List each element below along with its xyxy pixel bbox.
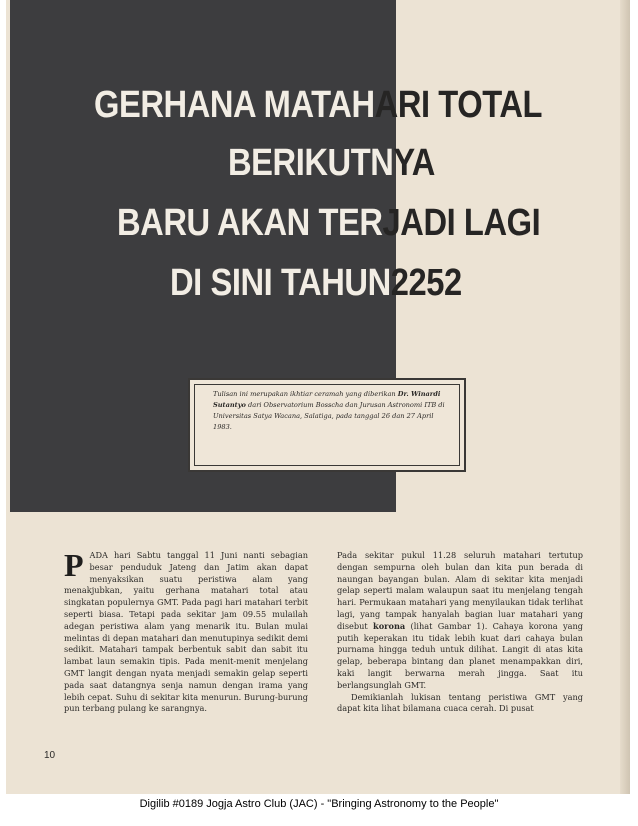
intro-text-part-1: Tulisan ini merupakan ikhtiar ceramah yang diberikan xyxy=(213,390,398,398)
right-paragraph-1-part-c: (lihat Gambar 1). Cahaya korona yang putih keperakan itu tidak lebih kuat dari cahaya bulan purnama hingga teduh untuk dilihat. Langit di atas kita gelap, beberapa bintang dan planet menampakkan diri, kaki langit berwarna merah jingga. Saat itu berlangsunglah GMT. xyxy=(337,620,583,690)
headline-line-2-dark-part: BERIKUTN xyxy=(228,142,394,184)
intro-box-inner-frame xyxy=(194,384,460,466)
intro-speaker-name: Dr. Winardi Sutantyo xyxy=(213,390,441,409)
page-number: 10 xyxy=(44,750,56,761)
right-column-paragraph-1 xyxy=(337,550,583,692)
drop-cap: P xyxy=(64,547,84,583)
korona-term: korona xyxy=(373,620,406,631)
headline-line-1-dark-part: GERHANA MATAH xyxy=(94,84,375,126)
headline-line-3-light-part: JADI LAGI xyxy=(382,202,541,244)
article-column-right xyxy=(337,550,583,715)
headline-line-1-light-part: ARI TOTAL xyxy=(374,84,543,126)
headline-line-4-light-part: 2252 xyxy=(390,262,462,304)
left-column-paragraph: ADA hari Sabtu tanggal 11 Juni nanti sebagian besar penduduk Jateng dan Jatim akan dapat menyaksikan suatu peristiwa alam yang menakjubkan, yaitu gerhana matahari total atau singkatan populernya GMT. Pada pagi hari matahari terbit seperti biasa. Tetapi pada sekitar jam 09.55 mulailah adegan peristiwa alam yang menarik itu. Bulan mulai melintas di depan matahari dan menutupinya sedikit demi sedikit. Matahari tampak berbentuk sabit dan sabit itu lambat laun semakin tipis. Pada menit-menit menjelang GMT langit dengan nyata menjadi semakin gelap seperti pada saat datangnya senja namun dengan irama yang lebih cepat. Suhu di sekitar kita menurun. Burung-burung pun terbang pulang ke sarangnya. xyxy=(64,550,308,714)
headline-line-1 xyxy=(94,84,630,127)
magazine-page-scan xyxy=(6,0,630,794)
right-column-paragraph-2: Demikianlah lukisan tentang peristiwa GMT yang dapat kita lihat bilamana cuaca cerah. Di pusat xyxy=(337,691,583,714)
intro-box xyxy=(188,378,466,472)
right-paragraph-1-part-a: Pada sekitar pukul 11.28 seluruh matahari tertutup dengan sempurna oleh bulan dan kita pun berada di naungan bayangan bulan. Alam di sekitar kita menjadi gelap seperti malam walaupun saat itu menjelang tengah hari. Permukaan matahari yang menyilaukan tidak terlihat lagi, yang tampak hanyalah bagian luar matahari yang disebut xyxy=(337,550,583,631)
article-column-left xyxy=(64,547,308,715)
headline-line-3-dark-part: BARU AKAN TER xyxy=(117,202,383,244)
intro-text xyxy=(213,389,451,433)
headline-line-2 xyxy=(228,142,630,185)
headline-line-4 xyxy=(170,262,630,305)
intro-text-part-2: dari Observatorium Bosscha dan Jurusan Astronomi ITB di Universitas Satya Wacana, Salatiga, pada tanggal 26 dan 27 April 1983. xyxy=(213,401,445,431)
digilib-footer: Digilib #0189 Jogja Astro Club (JAC) - "Bringing Astronomy to the People" xyxy=(139,798,499,810)
headline-line-4-dark-part: DI SINI TAHUN xyxy=(170,262,391,304)
headline-line-2-light-part: YA xyxy=(393,142,435,184)
headline-line-3 xyxy=(117,202,630,245)
